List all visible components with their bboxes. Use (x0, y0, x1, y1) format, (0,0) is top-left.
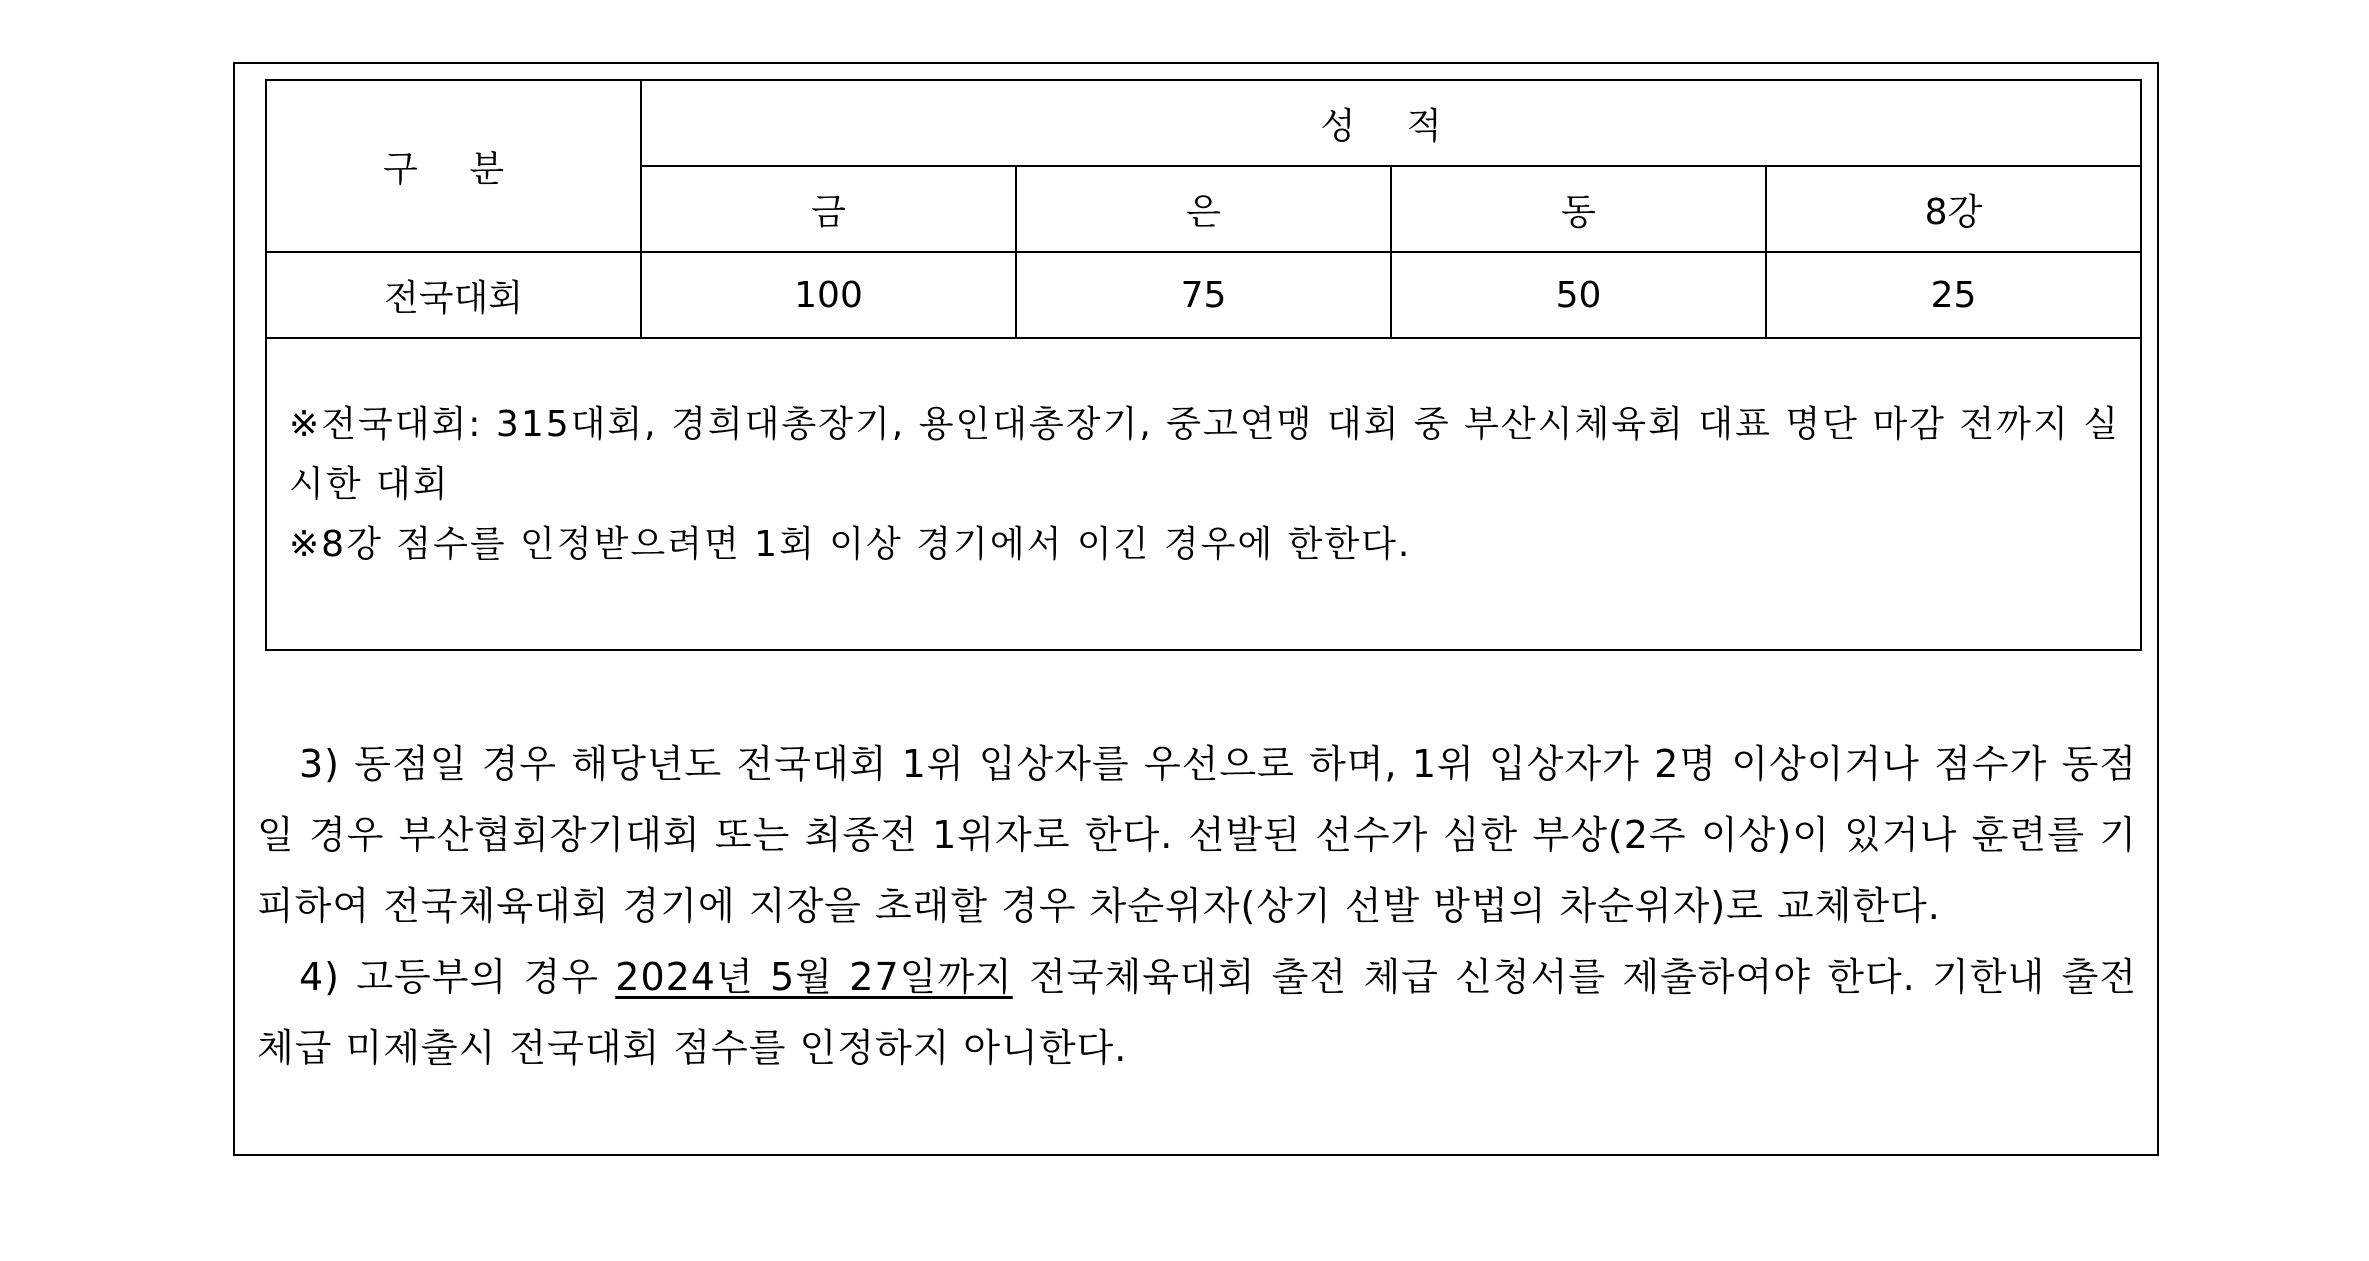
header-result: 성 적 (1320, 105, 1462, 147)
paragraph-3: 3) 동점일 경우 해당년도 전국대회 1위 입상자를 우선으로 하며, 1위 입상자가 2명 이상이거나 점수가 동점일 경우 부산협회장기대회 또는 최종전 1위자로 한다. 선발된 선수가 심한 부상(2주 이상)이 있거나 훈련를 기피하여 전국체육대회 경기에 지장을 초래할 경우 차순위자(상기 선발 방법의 차순위자)로 교체한다. (257, 742, 2137, 928)
medal-quarterfinal: 8강 (1766, 166, 2141, 252)
score-bronze: 50 (1391, 252, 1766, 338)
header-result-cell (641, 80, 2141, 166)
paragraph-4-intro: 4) 고등부의 경우 (299, 955, 616, 999)
paragraph-4 (257, 942, 2137, 1084)
note-national-competitions: ※전국대회: 315대회, 경희대총장기, 용인대총장기, 중고연맹 대회 중 부산시체육회 대표 명단 마감 전까지 실시한 대회 (289, 404, 2120, 505)
table-row (266, 252, 2141, 338)
body-text (257, 729, 2137, 1084)
score-silver: 75 (1016, 252, 1391, 338)
deadline-date: 2024년 5월 27일까지 (615, 955, 1013, 999)
note-box (267, 339, 2140, 575)
paragraph-4-rest: 전국체육대회 출전 체급 신청서를 제출하여야 한다. 기한내 출전 체급 미제출시 전국대회 점수를 인정하지 아니한다. (257, 955, 2137, 1070)
row-label: 전국대회 (266, 252, 641, 338)
medal-gold: 금 (641, 166, 1016, 252)
note-cell (266, 338, 2141, 650)
table-note-row (266, 338, 2141, 650)
medal-silver: 은 (1016, 166, 1391, 252)
table-header-row (266, 80, 2141, 166)
medal-bronze: 동 (1391, 166, 1766, 252)
header-category: 구 분 (383, 148, 524, 190)
score-table-container (265, 79, 2140, 651)
score-table (265, 79, 2142, 651)
document-frame (233, 62, 2159, 1156)
score-quarterfinal: 25 (1766, 252, 2141, 338)
header-category-cell (266, 80, 641, 252)
score-gold: 100 (641, 252, 1016, 338)
note-quarterfinal-rule: ※8강 점수를 인정받으려면 1회 이상 경기에서 이긴 경우에 한한다. (289, 524, 1412, 565)
